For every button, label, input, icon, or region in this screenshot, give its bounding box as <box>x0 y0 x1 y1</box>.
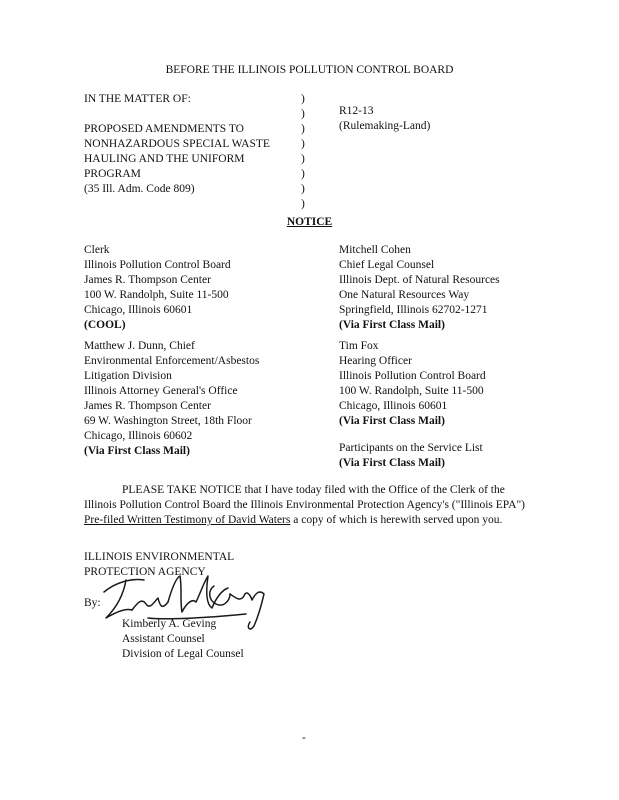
recipient-line: Clerk <box>84 244 110 256</box>
recipient-line: 100 W. Randolph, Suite 11-500 <box>339 385 484 397</box>
document-title: Pre-filed Written Testimony of David Waters <box>84 514 291 526</box>
recipient-line: Chicago, Illinois 60601 <box>84 304 193 316</box>
delivery-method: (Via First Class Mail) <box>339 457 445 469</box>
recipient-line: Chicago, Illinois 60601 <box>339 400 448 412</box>
recipient-line: Illinois Dept. of Natural Resources <box>339 274 500 286</box>
board-header: BEFORE THE ILLINOIS POLLUTION CONTROL BOARD <box>165 64 454 76</box>
recipient-line: Matthew J. Dunn, Chief <box>84 340 195 352</box>
recipient-line: 100 W. Randolph, Suite 11-500 <box>84 289 229 301</box>
paren: ) <box>301 138 305 150</box>
recipient-line: Illinois Pollution Control Board <box>84 259 231 271</box>
delivery-method: (Via First Class Mail) <box>339 415 445 427</box>
paren: ) <box>301 153 305 165</box>
signer-name: Kimberly A. Geving <box>122 618 217 630</box>
caption-line: IN THE MATTER OF: <box>84 93 191 105</box>
paragraph-rest: a copy of which is herewith served upon you. <box>290 514 503 526</box>
paragraph-line <box>84 513 502 528</box>
recipient-line: James R. Thompson Center <box>84 274 211 286</box>
delivery-method: (Via First Class Mail) <box>339 319 445 331</box>
delivery-method: (Via First Class Mail) <box>84 445 190 457</box>
recipient-line: Mitchell Cohen <box>339 244 411 256</box>
case-type: (Rulemaking-Land) <box>339 120 431 132</box>
recipient-line: Environmental Enforcement/Asbestos <box>84 355 260 367</box>
paren: ) <box>301 198 305 210</box>
caption-line: NONHAZARDOUS SPECIAL WASTE <box>84 138 270 150</box>
caption-line: PROPOSED AMENDMENTS TO <box>84 123 244 135</box>
paragraph-line: Illinois Pollution Control Board the Illinois Environmental Protection Agency's ("Illinois EPA") <box>84 499 525 511</box>
caption-parens <box>301 92 307 212</box>
agency-name: PROTECTION AGENCY <box>84 566 206 578</box>
paren: ) <box>301 93 305 105</box>
paragraph-line: PLEASE TAKE NOTICE that I have today filed with the Office of the Clerk of the <box>122 484 505 496</box>
recipient-line: Hearing Officer <box>339 355 412 367</box>
recipient-line: Springfield, Illinois 62702-1271 <box>339 304 488 316</box>
caption-line: (35 Ill. Adm. Code 809) <box>84 183 195 195</box>
case-number: R12-13 <box>339 105 374 117</box>
caption-line: HAULING AND THE UNIFORM <box>84 153 245 165</box>
delivery-method: (COOL) <box>84 319 126 331</box>
recipient-line: One Natural Resources Way <box>339 289 470 301</box>
agency-name: ILLINOIS ENVIRONMENTAL <box>84 551 235 563</box>
signer-title: Assistant Counsel <box>122 633 205 645</box>
paren: ) <box>301 168 305 180</box>
signer-division: Division of Legal Counsel <box>122 648 244 660</box>
recipient-line: Illinois Attorney General's Office <box>84 385 238 397</box>
page-number: - <box>302 732 306 744</box>
recipient-line: 69 W. Washington Street, 18th Floor <box>84 415 252 427</box>
recipient-line: Participants on the Service List <box>339 442 483 454</box>
recipient-line: James R. Thompson Center <box>84 400 211 412</box>
caption-line: PROGRAM <box>84 168 141 180</box>
recipient-line: Litigation Division <box>84 370 172 382</box>
recipient-line: Illinois Pollution Control Board <box>339 370 486 382</box>
recipient-line: Chief Legal Counsel <box>339 259 435 271</box>
recipient-line: Chicago, Illinois 60602 <box>84 430 193 442</box>
paren: ) <box>301 108 305 120</box>
paren: ) <box>301 183 305 195</box>
notice-title: NOTICE <box>286 216 333 228</box>
recipient-line: Tim Fox <box>339 340 379 352</box>
signature-by-label: By: <box>84 597 101 609</box>
paren: ) <box>301 123 305 135</box>
